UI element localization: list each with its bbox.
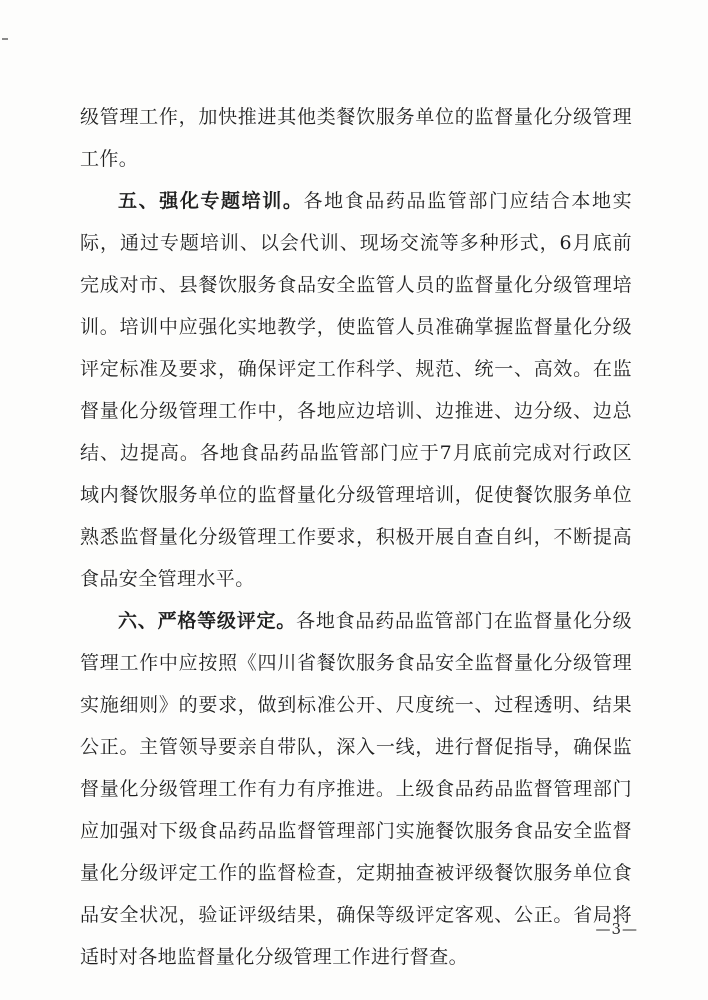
- body-text: [80, 96, 632, 978]
- page-number: —3—: [595, 920, 638, 938]
- paragraph-text: 级管理工作，加快推进其他类餐饮服务单位的监督量化分级管理工作。: [80, 106, 632, 170]
- paragraph-rating: [80, 600, 632, 978]
- section-heading-training: 五、强化专题培训。: [118, 190, 304, 212]
- paragraph-text: 各地食品药品监管部门应结合本地实际，通过专题培训、以会代训、现场交流等多种形式，6月底前完成对市、县餐饮服务食品安全监管人员的监督量化分级管理培训。培训中应强化实地教学，使监管人员准确掌握监督量化分级评定标准及要求，确保评定工作科学、规范、统一、高效。在监督量化分级管理工作中，各地应边培训、边推进、边分级、边总结、边提高。各地食品药品监管部门应于7月底前完成对行政区域内餐饮服务单位的监督量化分级管理培训，促使餐饮服务单位熟悉监督量化分级管理工作要求，积极开展自查自纠，不断提高食品安全管理水平。: [80, 190, 633, 590]
- paragraph-continuation: [80, 96, 632, 180]
- section-heading-rating: 六、严格等级评定。: [118, 610, 297, 632]
- scan-mark: [2, 38, 8, 40]
- paragraph-text: 各地食品药品监管部门在监督量化分级管理工作中应按照《四川省餐饮服务食品安全监督量化分级管理实施细则》的要求，做到标准公开、尺度统一、过程透明、结果公正。主管领导要亲自带队，深入一线，进行督促指导，确保监督量化分级管理工作有力有序推进。上级食品药品监督管理部门应加强对下级食品药品监督管理部门实施餐饮服务食品安全监督量化分级评定工作的监督检查，定期抽查被评级餐饮服务单位食品安全状况，验证评级结果，确保等级评定客观、公正。省局将适时对各地监督量化分级管理工作进行督查。: [80, 610, 632, 968]
- paragraph-training: [80, 180, 632, 600]
